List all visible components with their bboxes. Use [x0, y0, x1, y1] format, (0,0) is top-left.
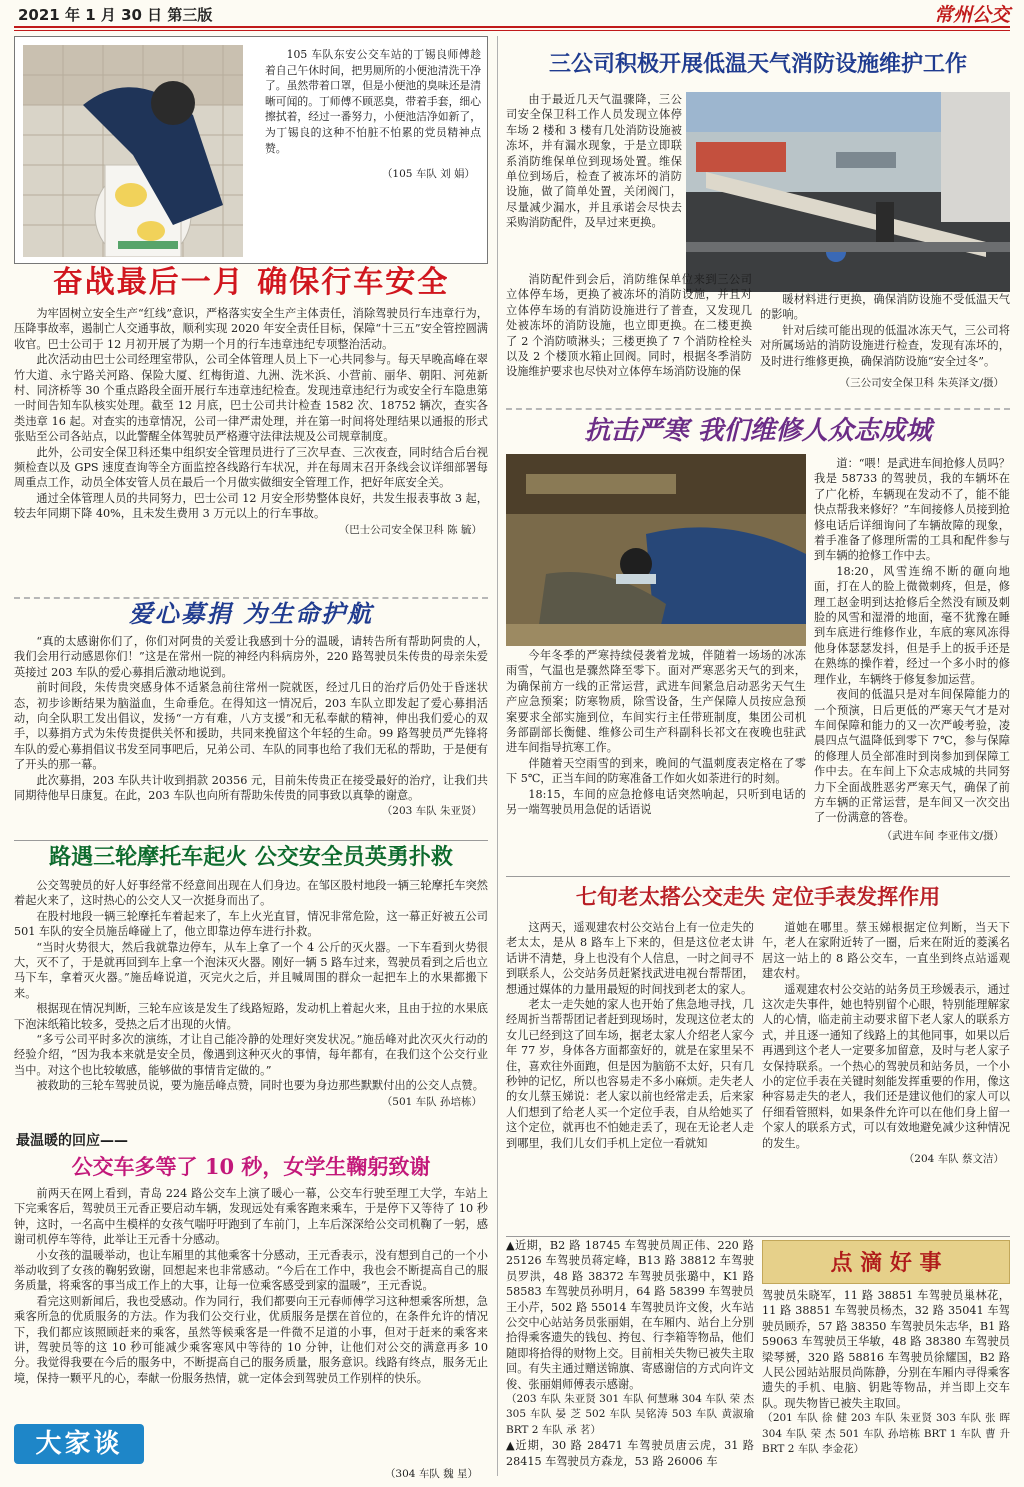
- fire-p3: 暖材料进行更换，确保消防设施不受低温天气的影响。: [760, 293, 1010, 322]
- repair-p4: 道：“喂！是武进车间抢修人员吗？我是 58733 的驾驶员，我的车辆坏在了广化桥，车辆现在发动不了，能不能快点帮我来修好？”车间接修人员接到抢修电话后详细询问了车辆故障的现象，着手准备了修理所需的工具和配件参与到车辆的抢修工作中去。: [814, 457, 1010, 563]
- photo-story-toilet: [14, 36, 488, 264]
- mechanic-under-bus-icon: [506, 454, 806, 646]
- divider-5: [506, 1236, 1010, 1237]
- good-deeds-item-2: ▲近期，30 路 28471 车驾驶员唐云虎，31 路 28415 车驾驶员方森龙，53 路 26006 车: [506, 1439, 754, 1468]
- tricycle-p4: 根据现在情况判断，三轮车应该是发生了线路短路，发动机上着起火来，且由于拉的水果底下泡沫纸箱比较多，受热之后才出现的火情。: [14, 1002, 488, 1031]
- good-deeds-left: [506, 1238, 754, 1469]
- safety-p2: 此次活动由巴士公司经理室带队，公司全体管理人员上下一心共同参与。每天早晚高峰在翠竹大道、永宁路关河路、保险大厦、红梅街道、九洲、洗米浜、小营前、丽华、朝阳、河苑新村、同济桥等 30 个重点路段全面开展行车违章违纪检查。发现违章违纪行为或安全行车隐患第一时间告知车队核实处理。截至 12 月底，巴士公司共计检查 1582 次、18752 辆次，查实各类违章 16 起。对查实的违章情况，公司一律严肃处理，并在第一时间将处理结果以通报的形式张贴至公司各站点，以此警醒全体驾驶员严格遵守法律法规及公司规章制度。: [14, 353, 488, 444]
- headline-fire: 三公司积极开展低温天气消防设施维护工作: [548, 52, 967, 77]
- repair-p3: 18:15，车间的应急抢修电话突然响起，只听到电话的另一端驾驶员用急促的话语说: [506, 787, 806, 817]
- fire-p2: 消防配件到会后，消防维保单位来到三公司立体停车场，更换了被冻坏的消防设施，并且对立体停车场的有消防设施进行了普查，又发现几处被冻坏的消防设施，也立即更换。在二楼更换了 2 个消防喷淋头；三楼更换了 7 个消防栓栓头以及 2 个楼顶水箱止回阀。同时，根据冬季消防设施维护要求也尽快对立体停车场消防设施的保: [506, 273, 752, 379]
- elder-p4: 遥观建农村公交站的站务员王珍媛表示，通过这次走失事件，她也特别留个心眼，特别能理解家人的心情，临走前主动要求留下老人家人的联系方式，并且逐一通知了线路上的其他同事，如果以后再遇到这个老人一定要多加留意，及时与老人家子女保持联系。一个热心的驾驶员和站务员，一个小小的定位手表在关键时刻能发挥重要的作用，像这种容易走失的老人，我们还是建议他们的家人可以仔细看管照料，如果条件允许可以在他们身上留一个家人的联系方式，可以有效地避免减少这种情况的发生。: [762, 982, 1010, 1150]
- column-rule: [497, 36, 498, 1476]
- repair-p2: 伴随着天空雨雪的到来，晚间的气温刺度表定格在了零下 5℃，正当车间的防寒准备工作如火如荼进行的时刻。: [506, 756, 806, 786]
- tricycle-byline: （501 车队 孙培栋）: [381, 1095, 482, 1108]
- repair-byline: （武进车间 李亚伟文/摄）: [881, 829, 1004, 842]
- student-p3: 看完这则新闻后，我也受感动。作为同行，我们都要向王元春师傅学习这种想乘客所想，急乘客所急的优质服务的方法。作为我们公交行业，优质服务是摆在首位的，在条件允许的情况下，我们都应该照顾赶来的乘客，虽然等候乘客是一件微不足道的小事，但对于赶来的乘客来讲，驾驶员等的这 10 秒可能减少乘客寒风中等待的 10 分钟，让他们对公交的满意再多 10 分。我觉得我要在今后的服务中，不断提高自己的服务质量，服务意识。线路有终点，服务无止境，保持一颗平凡的心，奉献一份服务热情，就一定体会到驾驶员工作别样的快乐。: [14, 1294, 488, 1385]
- article-fire-col1: [506, 92, 682, 231]
- student-p1: 前两天在网上看到，青岛 224 路公交车上演了暖心一幕，公交车行驶至理工大学，车站上下完乘客后，驾驶员王元香正要启动车辆，发现远处有乘客跑来乘车，于是停下又等待了 10 秒钟，这时，一名高中生模样的女孩气喘吁吁跑到了车前门，上车后深深给公交司机鞠了一躬，感谢司机停车等待，此举让王元香十分感动。: [14, 1187, 488, 1247]
- good-deeds-left-byline: （203 车队 朱亚贤 301 车队 何慧琳 304 车队 荣 杰 305 车队 晏 芝 502 车队 吴铭涛 503 车队 黄淑瑜 BRT 2 车队 承 茗）: [506, 1393, 754, 1436]
- good-deeds-item-1: ▲近期，B2 路 18745 车驾驶员周正伟、220 路 25126 车驾驶员蒋定峰，B13 路 38812 车驾驶员罗洪，48 路 38372 车驾驶员张璐中，K1 路 58583 车驾驶员孙明月，64 路 58399 车驾驶员王小芹，502 路 55014 车驾驶员许文俊，火车站公交中心站站务员张丽娟，在车厢内、站台上分别拾得乘客遗失的钱包、挎包、行李箱等物品，他们随即将拾得的财物上交。目前相关失物已被失主取回。有失主通过赠送锦旗、寄感谢信的方式向许文俊、张丽娟师傅表示感谢。: [506, 1239, 754, 1391]
- headline-repair: 抗击严寒 我们维修人众志成城: [584, 416, 932, 446]
- good-deeds-item-3: 驾驶员朱晓军，11 路 38851 车驾驶员巢林花，11 路 38851 车驾驶员杨杰，32 路 35041 车驾驶员顾乔，57 路 38350 车驾驶员朱志华，B1 路 59063 车驾驶员王华敏，48 路 38380 车驾驶员梁琴赟，320 路 58816 车驾驶员徐耀国，B2 路人民公园站站服员尚陈静，分别在车厢内寻得乘客遗失的手机、电脑、钥匙等物品，并当即上交车队。现失物皆已被失主取回。: [762, 1289, 1010, 1410]
- header-rule-thin: [14, 30, 1010, 31]
- article-repair-col-right: [814, 456, 1010, 843]
- photo-caption: 105 车队东安公交车站的丁锡良师傅趁着自己午休时间，把男厕所的小便池清洗干净了。虽然带着口罩，但是小便池的臭味还是清晰可闻的。丁师傅不顾恶臭，带着手套，细心擦拭着，经过一番努力，小便池洁净如新了，为丁锡良的这种不怕脏不怕累的党员精神点赞。: [265, 48, 481, 155]
- divider-2: [14, 840, 488, 841]
- elder-p1: 这两天，遥观建农村公交站台上有一位走失的老太太，是从 8 路车上下来的，但是这位老太讲话讲不清楚，身上也没有个人信息，一时之间寻不到联系人，公交站务员赶紧找武进电视台帮帮团，想通过媒体的力量用最短的时间找到老太的家人。: [506, 921, 754, 996]
- elder-byline: （204 车队 蔡文洁）: [903, 1153, 1004, 1166]
- repair-under-bus-photo: [506, 454, 806, 646]
- article-repair-col-left: [506, 648, 806, 817]
- worker-cleaning-urinal-icon: [23, 45, 243, 257]
- headline-donate: 爱心募捐 为生命护航: [128, 599, 374, 628]
- safety-byline: （巴士公司安全保卫科 陈 毓）: [338, 523, 482, 536]
- tricycle-p6: 被救助的三轮车驾驶员说，要为施岳峰点赞，同时也要为身边那些默默付出的公交人点赞。: [36, 1079, 484, 1093]
- fire-byline: （三公司安全保卫科 朱英泽文/摄）: [839, 377, 1004, 390]
- student-p2: 小女孩的温暖举动，也让车厢里的其他乘客十分感动，王元香表示，没有想到自己的一个小举动收到了女孩的鞠躬致谢，回想起来也非常感动。“今后在工作中，我也会不断提高自己的服务质量，将乘客的事当成工作上的大事，让每一位乘客感受到家的温暖”，王元香说。: [14, 1248, 488, 1293]
- fire-p4: 针对后续可能出现的低温冰冻天气，三公司将对所属场站的消防设施进行检查，发现有冻坏的，及时进行维修更换，确保消防设施“安全过冬”。: [760, 323, 1010, 368]
- tricycle-p1: 公交驾驶员的好人好事经常不经意间出现在人们身边。在邹区股村地段一辆三轮摩托车突然着起火来了，这时热心的公交人又一次挺身而出了。: [14, 879, 488, 908]
- article-safety-body: [14, 306, 488, 537]
- good-deeds-banner-label: 点 滴 好 事: [830, 1250, 942, 1276]
- good-deeds-right: [762, 1288, 1010, 1457]
- cleaning-photo: [23, 45, 243, 257]
- repair-p5: 18:20，风雪连绵不断的砸向地面，打在人的脸上微微刺疼，但是，修理工赵金明到达抢修后全然没有顾及刺脸的风雪和湿滑的地面，毫不犹豫在睡到车底进行维修作业，车底的寒风冻得他身体瑟瑟发抖，但是手上的扳手还是在熟练的操作着，经过一个多小时的修理作业，车辆终于修复参加运营。: [814, 564, 1010, 686]
- article-donate-body: [14, 634, 488, 818]
- elder-p3: 道她在哪里。蔡玉娣根据定位判断，当天下午，老人在家附近转了一圈，后来在附近的菱溪名居这一站上的 8 路公交车，一直坐到终点站遥观建农村。: [762, 921, 1010, 981]
- safety-p4: 通过全体管理人员的共同努力，巴士公司 12 月安全形势整体良好，共发生报表事故 3 起，较去年同期下降 40%，且未发生费用 3 万元以上的行车事故。: [14, 491, 488, 521]
- fire-p1: 由于最近几天气温骤降，三公司安全保卫科工作人员发现立体停车场 2 楼和 3 楼有几处消防设施被冻坏，并有漏水现象，于是立即联系消防维保单位到现场处置。维保单位到场后，检查了被冻坏的消防设施，做了简单处置，关闭阀门，尽量减少漏水，并且承诺会尽快去采购消防配件，及早过来更换。: [506, 93, 682, 230]
- safety-p1: 为牢固树立安全生产“红线”意识，严格落实安全生产主体责任，消除驾驶员行车违章行为，压降事故率，遏制亡人交通事故，顺利实现 2020 年安全责任目标，保障“十三五”安全管控圆满收官。巴士公司于 12 月初开展了为期一个月的行车违章违纪专项整治活动。: [14, 307, 488, 351]
- article-student-body: [14, 1186, 488, 1386]
- article-elder-col2: [762, 920, 1010, 1166]
- photo-caption-block: [265, 47, 481, 181]
- article-fire-col1b: [506, 272, 752, 380]
- article-elder-col1: [506, 920, 754, 1151]
- student-byline: （304 车队 魏 星）: [384, 1468, 478, 1480]
- donate-p1: “真的太感谢你们了，你们对阿贵的关爱让我感到十分的温暖，请转告所有帮助阿贵的人，我们会用行动感恩你们！”这是在常州一院的神经内科病房外，220 路驾驶员朱传贵的母亲朱爱英接过 203 车队的爱心募捐后激动地说到。: [14, 635, 488, 679]
- divider-4: [506, 876, 1010, 877]
- donate-p2: 前时间段，朱传贵突感身体不适紧急前往常州一院就医，经过几日的治疗后仍处于昏迷状态，初步诊断结果为脑溢血，生命垂危。在得知这一情况后，203 车队立即发起了爱心募捐活动，向全队职工发出倡议，发扬“一方有难，八方支援”和无私奉献的精神，伸出我们爱心的双手，以募捐方式为朱传贵提供关怀和援助，共同来挽留这个年轻的生命。99 路驾驶员严先锋将车队的爱心募捐倡议书发至同事吧后，兄弟公司、车队的同事也给了我们无私的帮助，于是便有了开头的那一幕。: [14, 681, 488, 772]
- elder-p2: 老太一走失她的家人也开始了焦急地寻找，几经周折当帮帮团记者赶到现场时，发现这位老太的女儿已经到这了回车场，据老太家人介绍老人家今年 77 岁，身体各方面都蛮好的，就是在家里呆不住，喜欢往外面跑，但是因为脑筋不太好，只有几秒钟的记忆，所以也容易走不多小麻烦。走失老人的女儿蔡玉娣说：老人家以前也经常走丢，后来家人们想到了给老人买一个定位手表，自从给她买了这个定位，就再也不怕她走丢了，现在无论老人走到哪里，我们儿女们手机上定位一看就知: [506, 998, 754, 1150]
- good-deeds-banner: [762, 1240, 1010, 1284]
- column-badge-dajiatan: [14, 1424, 144, 1464]
- student-kicker: 最温暖的回应——: [16, 1133, 128, 1149]
- safety-p3: 此外，公司安全保卫科还集中组织安全管理员进行了三次早查、三次夜查，同时结合后台视频检查以及 GPS 速度查询等全方面监控各线路行车状况，并在每周末召开条线会议详细部署每周重点工作，动员全体安管人员在最后一个月做实做细安全管理工作，把好年底安全关。: [14, 445, 488, 490]
- repair-p6: 夜间的低温只是对车间保障能力的一个预演，日后更低的严寒天气才是对车间保障和能力的又一次严峻考验，凌晨四点气温降低到零下 7℃，参与保障的修理人员全部准时到岗参加到保障工作中去。在车间上下众志成城的共同努力下全面战胜恶劣严寒天气，确保了前方车辆的正常运营，是车间又一次交出了一份满意的答卷。: [814, 688, 1010, 825]
- safety-paragraphs: [14, 306, 488, 522]
- headline-elder: 七旬老太搭公交走失 定位手表发挥作用: [575, 885, 941, 909]
- rooftop-pipe-photo: [686, 92, 1010, 292]
- tricycle-p3: “当时火势很大，然后我就靠边停车，从车上拿了一个 4 公斤的灭火器。一下车看到火势很大，灭不了，于是就再回到车上拿一个泡沫灭火器。刚好一辆 5 路车过来，驾驶员看到之后也立马下车，拿着灭火器。”施岳峰说道，灭完火之后，并且喊周围的群众一起把车上的水果都搬下来。: [14, 940, 488, 1000]
- tricycle-p2: 在股村地段一辆三轮摩托车着起来了，车上火光直冒，情况非常危险，这一幕正好被五公司 501 车队的安全员施岳峰碰上了，他立即靠边停车进行扑救。: [14, 909, 488, 939]
- header-rule: [14, 26, 1010, 28]
- donate-byline: （203 车队 朱亚贤）: [381, 805, 482, 818]
- good-deeds-right-byline: （201 车队 徐 健 203 车队 朱亚贤 303 车队 张 晖 304 车队 荣 杰 501 车队 孙培栋 BRT 1 车队 曹 升 BRT 2 车队 李金花）: [762, 1412, 1010, 1456]
- repair-p1: 今年冬季的严寒持续侵袭着龙城，伴随着一场场的冰冻雨雪，气温也是骤然降至零下。面对严寒恶劣天气的到来，为确保前方一线的正常运营，武进车间紧急启动恶劣天气生产应急预案；防寒物质，除雪设备，生产保障人员按应急预案要求全部实施到位，车间实行主任带班制度，集团公司机务部副部长衡健、维修公司生产科副科长祁文在夜晚也驻武进车间指导抗寒工作。: [506, 649, 806, 755]
- headline-safety: 奋战最后一月 确保行车安全: [52, 265, 450, 300]
- headline-tricycle: 路遇三轮摩托车起火 公交安全员英勇扑救: [49, 845, 453, 870]
- column-badge-label: 大家谈: [35, 1429, 123, 1459]
- newspaper-logo: 常州公交: [933, 4, 1010, 26]
- headline-fire-box: [506, 40, 1010, 90]
- issue-date: 2021 年 1 月 30 日 第三版: [18, 6, 213, 24]
- tricycle-p5: “多亏公司平时多次的演练，才让自己能冷静的处理好突发状况。”施岳峰对此次灭火行动的经验介绍，“因为我本来就是安全员，像遇到这种灭火的事情，每年都有，在我们这个公交行业当中。对这个也比较敏感，能够做的事情肯定做的。”: [14, 1033, 488, 1077]
- article-tricycle-body: [14, 878, 488, 1109]
- headline-student: 公交车多等了 10 秒，女学生鞠躬致谢: [71, 1154, 431, 1179]
- donate-p3: 此次募捐，203 车队共计收到捐款 20356 元，目前朱传贵正在接受最好的治疗，让我们共同期待他早日康复。在此，203 车队也向所有帮助朱传贵的同事致以真挚的谢意。: [14, 773, 488, 803]
- fire-pipe-repair-icon: [686, 92, 1010, 292]
- photo-caption-byline: （105 车队 刘 娟）: [381, 168, 475, 181]
- article-fire-col2: [760, 292, 1010, 390]
